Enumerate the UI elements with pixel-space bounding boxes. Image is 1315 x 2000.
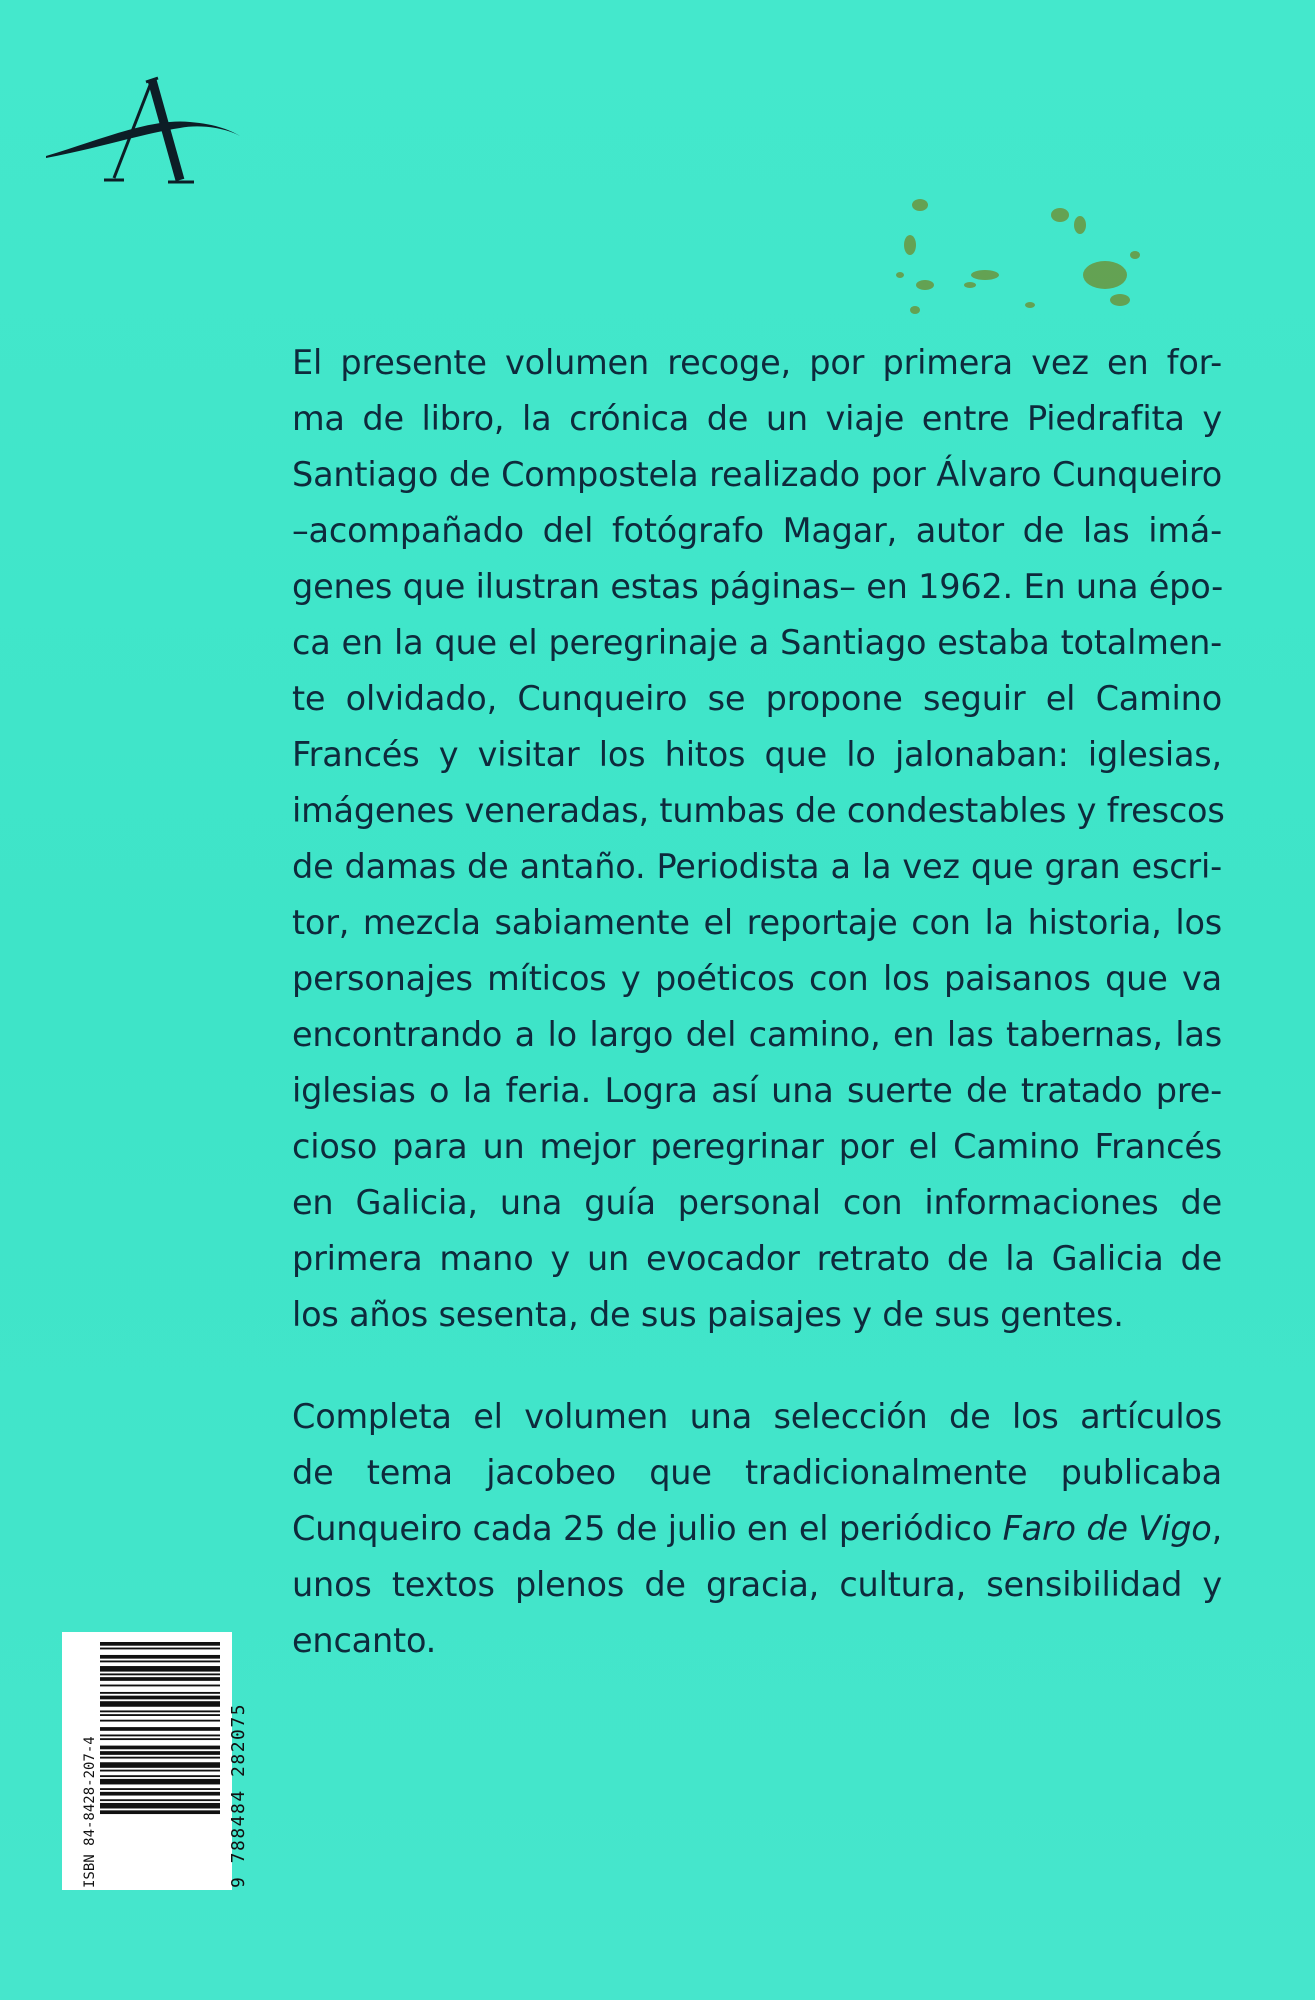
blurb-line: genes que ilustran estas páginas– en 1962. En una épo- bbox=[292, 567, 1224, 606]
blurb-paragraph-2 bbox=[292, 1389, 1222, 1669]
blurb-line: de tema jacobeo que tradicionalmente publicaba bbox=[292, 1453, 1222, 1492]
blurb-line: El presente volumen recoge, por primera vez en for- bbox=[292, 343, 1222, 382]
isbn-label: ISBN 84-8428-207-4 bbox=[82, 1736, 98, 1888]
blurb-text: Cunqueiro cada 25 de julio en el periódico bbox=[292, 1509, 1003, 1548]
blurb-line bbox=[292, 1501, 1222, 1557]
back-cover-blurb bbox=[292, 335, 1225, 1669]
blurb-line: los años sesenta, de sus paisajes y de sus gentes. bbox=[292, 1295, 1124, 1334]
blurb-line: primera mano y un evocador retrato de la Galicia de bbox=[292, 1239, 1222, 1278]
blurb-line: iglesias o la feria. Logra así una suerte de tratado pre- bbox=[292, 1071, 1222, 1110]
blurb-paragraph-1 bbox=[292, 335, 1225, 1343]
newspaper-title: Faro de Vigo bbox=[1002, 1509, 1212, 1548]
blurb-line: encontrando a lo largo del camino, en las tabernas, las bbox=[292, 1015, 1222, 1054]
blurb-line: te olvidado, Cunqueiro se propone seguir el Camino bbox=[292, 679, 1222, 718]
blurb-line: Santiago de Compostela realizado por Álvaro Cunqueiro bbox=[292, 455, 1222, 494]
ean-number: 9 788484 282075 bbox=[228, 1702, 249, 1888]
blurb-line: cioso para un mejor peregrinar por el Camino Francés bbox=[292, 1127, 1222, 1166]
blurb-line: Francés y visitar los hitos que lo jalonaban: iglesias, bbox=[292, 735, 1222, 774]
blurb-line: Completa el volumen una selección de los artículos bbox=[292, 1397, 1222, 1436]
blurb-line: unos textos plenos de gracia, cultura, sensibilidad y bbox=[292, 1565, 1222, 1604]
stain-marks bbox=[880, 185, 1180, 345]
blurb-line: personajes míticos y poéticos con los paisanos que va bbox=[292, 959, 1222, 998]
blurb-line: tor, mezcla sabiamente el reportaje con la historia, los bbox=[292, 903, 1222, 942]
alianza-a-logo-icon bbox=[40, 60, 250, 190]
blurb-line: en Galicia, una guía personal con informaciones de bbox=[292, 1183, 1222, 1222]
blurb-line: ma de libro, la crónica de un viaje entre Piedrafita y bbox=[292, 399, 1222, 438]
blurb-line: encanto. bbox=[292, 1621, 437, 1660]
blurb-line: de damas de antaño. Periodista a la vez que gran escri- bbox=[292, 847, 1222, 886]
blurb-line: imágenes veneradas, tumbas de condestables y frescos bbox=[292, 791, 1225, 830]
blurb-text: , bbox=[1211, 1509, 1223, 1548]
blurb-line: ca en la que el peregrinaje a Santiago estaba totalmen- bbox=[292, 623, 1222, 662]
blurb-line: –acompañado del fotógrafo Magar, autor de las imá- bbox=[292, 511, 1222, 550]
